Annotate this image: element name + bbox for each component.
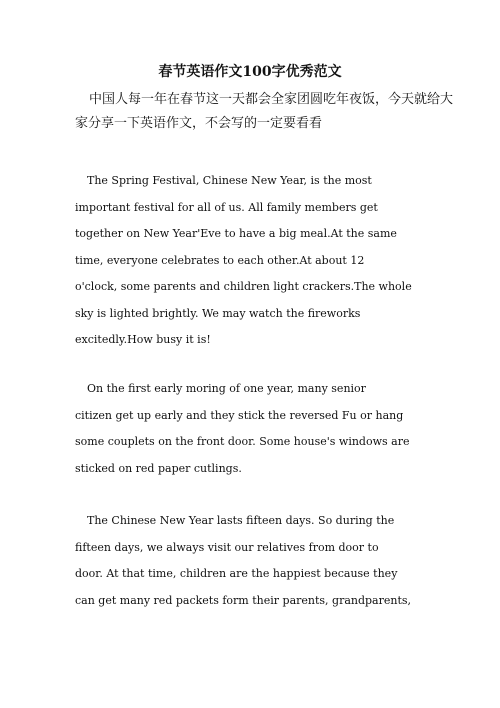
paragraph-spring-festival <box>75 168 425 354</box>
paragraph-line: can get many red packets form their parents, grandparents, <box>75 593 412 607</box>
paragraph-fifteen-days <box>75 508 425 614</box>
paragraph-new-year-morning <box>75 376 425 482</box>
intro-line: 家分享一下英语作文，不会写的一定要看看 <box>75 116 323 131</box>
intro-line: 中国人每一年在春节这一天都会全家团圆吃年夜饭，今天就给大 <box>89 92 454 107</box>
paragraph-line: citizen get up early and they stick the reversed Fu or hang <box>75 408 404 422</box>
paragraph-line: fifteen days, we always visit our relatives from door to <box>75 540 379 554</box>
paragraph-line: together on New Year'Eve to have a big meal.At the same <box>75 227 397 240</box>
paragraph-line: sticked on red paper cutlings. <box>75 461 242 475</box>
intro-paragraph <box>75 88 454 136</box>
paragraph-line: some couplets on the front door. Some house's windows are <box>75 435 410 448</box>
paragraph-line: The Spring Festival, Chinese New Year, is the most <box>87 174 372 187</box>
paragraph-line: The Chinese New Year lasts fifteen days. So during the <box>87 514 395 527</box>
paragraph-line: sky is lighted brightly. We may watch the fireworks <box>75 306 361 320</box>
document-title: 春节英语作文100字优秀范文 <box>158 64 342 80</box>
paragraph-line: time, everyone celebrates to each other.At about 12 <box>75 253 365 267</box>
paragraph-line: o'clock, some parents and children light crackers.The whole <box>75 280 412 293</box>
paragraph-line: On the first early moring of one year, many senior <box>87 382 366 395</box>
paragraph-line: excitedly.How busy it is! <box>75 333 211 346</box>
paragraph-line: door. At that time, children are the happiest because they <box>75 567 398 580</box>
paragraph-line: important festival for all of us. All family members get <box>75 200 378 214</box>
